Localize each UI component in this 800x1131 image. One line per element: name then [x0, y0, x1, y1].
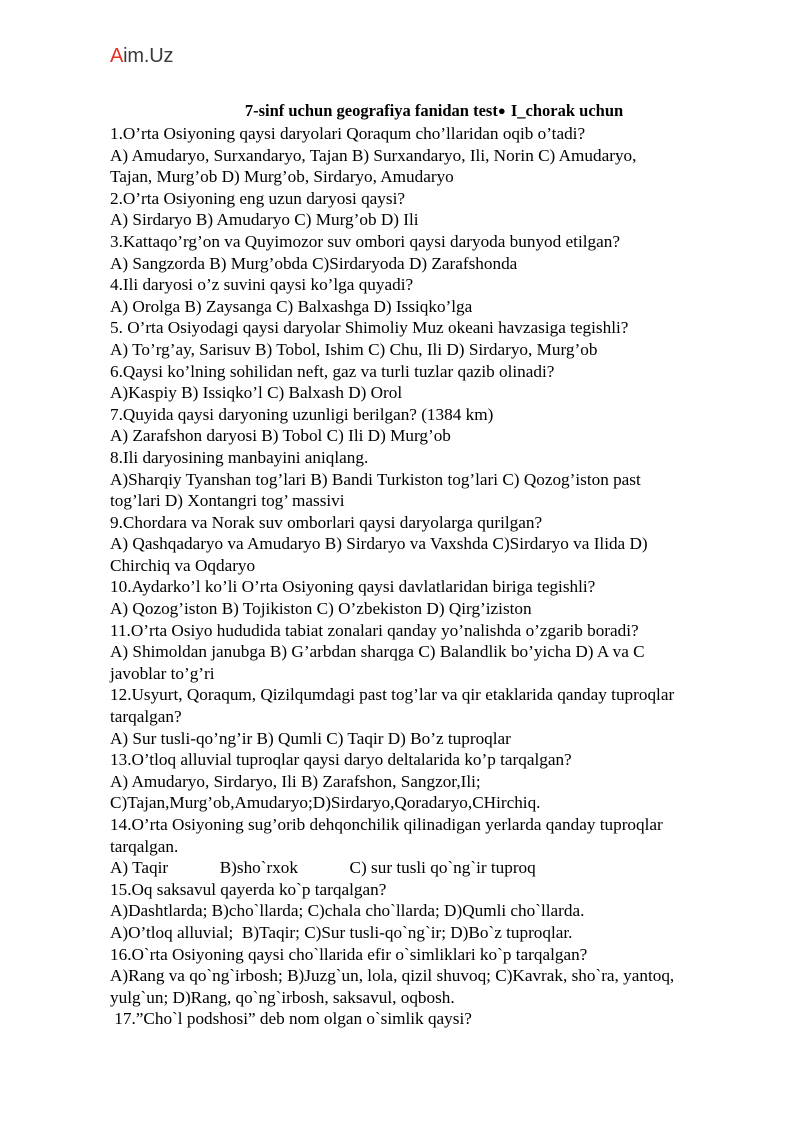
document-line: A)Dashtlarda; B)cho`llarda; C)chala cho`llarda; D)Qumli cho`llarda.: [110, 901, 585, 921]
document-line: 12.Usyurt, Qoraqum, Qizilqumdagi past tog’lar va qir etaklarida qanday tuproqlar: [110, 685, 675, 705]
document-line: A) Qashqadaryo va Amudaryo B) Sirdaryo va Vaxshda C)Sirdaryo va Ilida D): [110, 534, 648, 554]
document-line: 6.Qaysi ko’lning sohilidan neft, gaz va turli tuzlar qazib olinadi?: [110, 361, 555, 381]
document-title: [110, 100, 744, 122]
document-line: 14.O’rta Osiyoning sug’orib dehqonchilik qilinadigan yerlarda qanday tuproqlar: [110, 815, 663, 834]
document-line: A) Shimoldan janubga B) G’arbdan sharqga C) Balandlik bo’yicha D) A va C: [110, 642, 645, 662]
document-line: 7.Quyida qaysi daryoning uzunligi berilgan? (1384 km): [110, 404, 494, 424]
document-line: 10.Aydarko’l ko’li O’rta Osiyoning qaysi davlatlaridan biriga tegishli?: [110, 577, 596, 597]
document-line: 8.Ili daryosining manbayini aniqlang.: [110, 447, 369, 467]
title-main-text: 7-sinf uchun geografiya fanidan test: [244, 101, 498, 120]
document-line: 9.Chordara va Norak suv omborlari qaysi daryolarga qurilgan?: [110, 512, 543, 532]
document-line: 11.O’rta Osiyo hududida tabiat zonalari qanday yo’nalishda o’zgarib boradi?: [110, 620, 639, 640]
document-line: A) To’rg’ay, Sarisuv B) Tobol, Ishim C) Chu, Ili D) Sirdaryo, Murg’ob: [110, 339, 598, 359]
document-line: 16.O`rta Osiyoning qaysi cho`llarida efir o`simliklari ko`p tarqalgan?: [110, 944, 588, 964]
document-line: A) Sur tusli-qo’ng’ir B) Qumli C) Taqir D) Bo’z tuproqlar: [110, 728, 511, 748]
document-line: A) Taqir B)sho`rxok C) sur tusli qo`ng`ir tuproq: [110, 858, 536, 878]
document-line: C)Tajan,Murg’ob,Amudaryo;D)Sirdaryo,Qoradaryo,CHirchiq.: [110, 793, 541, 813]
document-line: A) Zarafshon daryosi B) Tobol C) Ili D) Murg’ob: [110, 426, 451, 446]
document-line: 1.O’rta Osiyoning qaysi daryolari Qoraqum cho’llaridan oqib o’tadi?: [110, 124, 586, 143]
bullet-separator-icon: ●: [497, 103, 506, 118]
document-line: 15.Oq saksavul qayerda ko`p tarqalgan?: [110, 879, 387, 899]
question-lines-container: [110, 123, 744, 1030]
document-line: A) Orolga B) Zaysanga C) Balxashga D) Issiqko’lga: [110, 296, 473, 316]
document-line: tarqalgan.: [110, 836, 179, 856]
document-line: A) Amudaryo, Sirdaryo, Ili B) Zarafshon, Sangzor,Ili;: [110, 771, 481, 791]
document-line: A) Sirdaryo B) Amudaryo C) Murg’ob D) Ili: [110, 210, 419, 230]
document-line: Tajan, Murg’ob D) Murg’ob, Sirdaryo, Amudaryo: [110, 167, 454, 187]
document-line: 2.O’rta Osiyoning eng uzun daryosi qaysi?: [110, 188, 405, 208]
title-secondary-text: I_chorak uchun: [506, 101, 624, 120]
document-line: A) Sangzorda B) Murg’obda C)Sirdaryoda D) Zarafshonda: [110, 253, 518, 273]
document-line: 4.Ili daryosi o’z suvini qaysi ko’lga quyadi?: [110, 275, 414, 295]
document-line: 5. O’rta Osiyodagi qaysi daryolar Shimoliy Muz okeani havzasiga tegishli?: [110, 318, 629, 338]
document-line: A)Rang va qo`ng`irbosh; B)Juzg`un, lola, qizil shuvoq; C)Kavrak, sho`ra, yantoq,: [110, 966, 675, 986]
logo-accent-letter: A: [110, 45, 124, 67]
document-line: 13.O’tloq alluvial tuproqlar qaysi daryo deltalarida ko’p tarqalgan?: [110, 750, 572, 770]
document-line: A)O’tloq alluvial; B)Taqir; C)Sur tusli-qo`ng`ir; D)Bo`z tuproqlar.: [110, 922, 573, 942]
test-document-body: [110, 100, 744, 1030]
aim-uz-logo: [110, 44, 173, 68]
document-line: A)Sharqiy Tyanshan tog’lari B) Bandi Turkiston tog’lari C) Qozog’iston past: [110, 469, 641, 489]
document-line: 17.”Cho`l podshosi” deb nom olgan o`simlik qaysi?: [110, 1009, 472, 1029]
document-line: tog’lari D) Xontangri tog’ massivi: [110, 491, 345, 511]
document-line: A)Kaspiy B) Issiqko’l C) Balxash D) Orol: [110, 383, 403, 403]
document-line: javoblar to’g’ri: [110, 663, 215, 683]
document-line: yulg`un; D)Rang, qo`ng`irbosh, saksavul, oqbosh.: [110, 987, 455, 1007]
logo-text: im.Uz: [123, 45, 174, 67]
document-line: A) Qozog’iston B) Tojikiston C) O’zbekiston D) Qirg’iziston: [110, 599, 532, 619]
document-line: 3.Kattaqo’rg’on va Quyimozor suv ombori qaysi daryoda bunyod etilgan?: [110, 231, 620, 251]
document-line: Chirchiq va Oqdaryo: [110, 555, 256, 575]
document-line: A) Amudaryo, Surxandaryo, Tajan B) Surxandaryo, Ili, Norin C) Amudaryo,: [110, 145, 637, 165]
document-line: tarqalgan?: [110, 707, 182, 727]
